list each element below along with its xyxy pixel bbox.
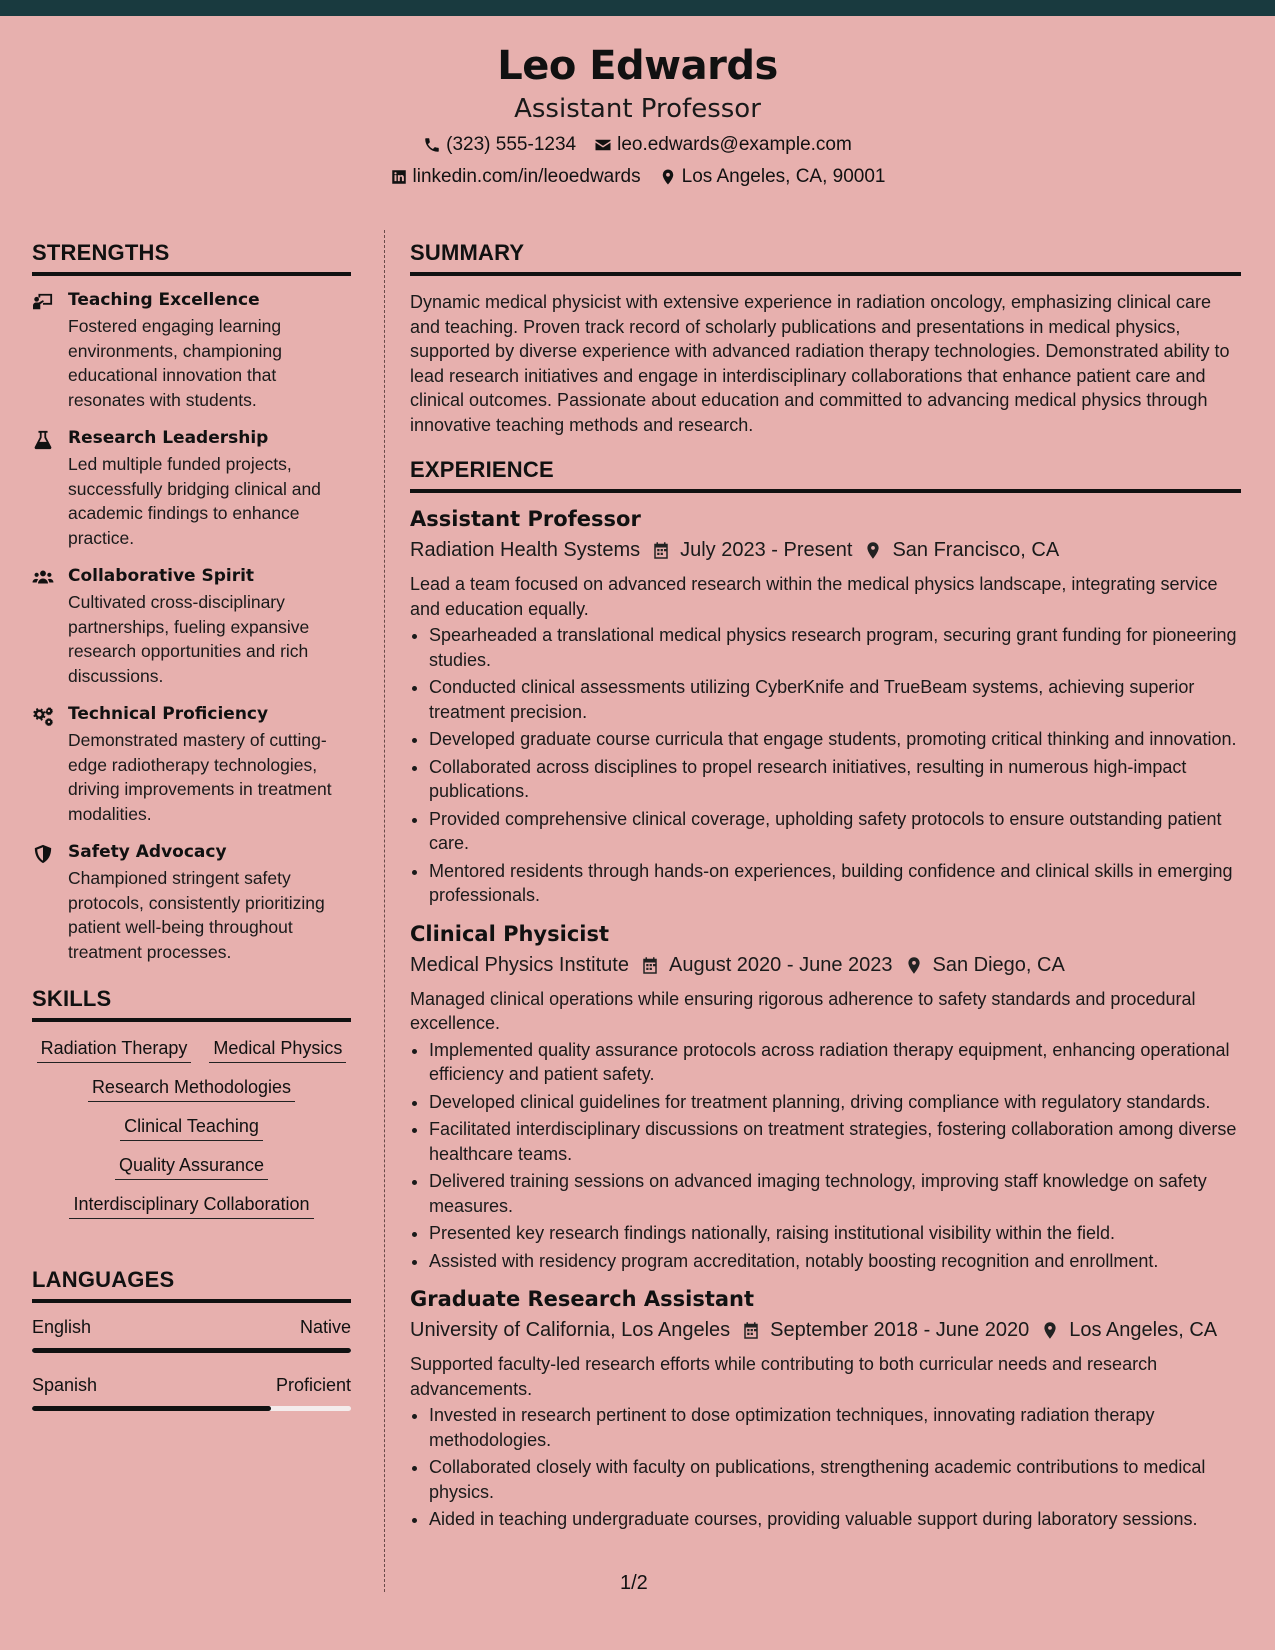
calendar-icon [641, 956, 659, 975]
job-location: San Francisco, CA [892, 539, 1060, 561]
summary-heading: SUMMARY [410, 240, 1241, 276]
gears-icon [32, 706, 54, 726]
candidate-title: Assistant Professor [514, 94, 761, 124]
job-bullet: • Invested in research pertinent to dose optimization techniques, innovating radiation therapy methodologies. [429, 1403, 1241, 1452]
strength-title: Teaching Excellence [68, 290, 260, 310]
strength-title: Research Leadership [68, 428, 269, 448]
job-entry [410, 507, 1241, 908]
language-name: English [32, 1317, 92, 1337]
job-dates: September 2018 - June 2020 [770, 1319, 1030, 1341]
experience-heading: EXPERIENCE [410, 457, 1241, 493]
phone-text: (323) 555-1234 [446, 134, 577, 155]
language-bar [32, 1348, 351, 1353]
strength-desc: Championed stringent safety protocols, consistently prioritizing patient well-being throughout treatment processes. [68, 868, 325, 962]
job-entry [410, 1287, 1241, 1532]
job-location: Los Angeles, CA [1069, 1319, 1218, 1341]
job-meta [410, 539, 1241, 562]
skill-tag: Research Methodologies [88, 1077, 295, 1102]
map-pin-icon [659, 168, 677, 186]
strength-item [32, 290, 351, 412]
job-bullet: • Provided comprehensive clinical coverage, upholding safety protocols to ensure outstanding patient care. [429, 807, 1241, 856]
job-company: Medical Physics Institute [410, 953, 629, 976]
strength-desc: Cultivated cross-disciplinary partnerships, fueling expansive research opportunities and rich discussions. [68, 592, 310, 686]
skill-tag: Quality Assurance [115, 1155, 268, 1180]
linkedin-contact[interactable] [390, 166, 641, 188]
linkedin-icon [390, 168, 408, 186]
job-bullet: • Developed graduate course curricula that engage students, promoting critical thinking and innovation. [429, 727, 1241, 752]
language-level: Native [299, 1317, 351, 1337]
job-bullets [410, 1403, 1241, 1532]
top-accent-bar [0, 0, 1275, 16]
job-bullet: • Assisted with residency program accreditation, notably boosting recognition and enrollment. [429, 1249, 1241, 1274]
email-text: leo.edwards@example.com [617, 134, 852, 155]
flask-icon [32, 430, 54, 450]
strength-item [32, 704, 351, 826]
job-bullet: • Presented key research findings nationally, raising institutional visibility within the field. [429, 1221, 1241, 1246]
strength-item [32, 566, 351, 688]
strength-desc: Led multiple funded projects, successfully bridging clinical and academic findings to enhance practice. [68, 454, 321, 548]
calendar-icon [742, 1321, 760, 1340]
job-bullet: • Facilitated interdisciplinary discussions on treatment strategies, fostering collaboration among diverse healthcare teams. [429, 1117, 1241, 1166]
language-item [32, 1317, 351, 1353]
job-bullet: • Spearheaded a translational medical physics research program, securing grant funding for pioneering studies. [429, 623, 1241, 672]
strengths-heading: STRENGTHS [32, 240, 351, 276]
language-bar [32, 1406, 351, 1411]
job-title: Graduate Research Assistant [410, 1287, 755, 1311]
phone-contact[interactable] [423, 134, 576, 156]
skill-tag: Radiation Therapy [37, 1038, 192, 1063]
contact-row-2 [0, 166, 1275, 188]
job-description: Supported faculty-led research efforts while contributing to both curricular needs and research advancements. [410, 1354, 1158, 1399]
shield-icon [32, 844, 54, 864]
job-bullet: • Implemented quality assurance protocols across radiation therapy equipment, enhancing operational efficiency and patient safety. [429, 1038, 1241, 1087]
job-bullet: • Conducted clinical assessments utilizing CyberKnife and TrueBeam systems, achieving superior treatment precision. [429, 675, 1241, 724]
job-meta [410, 954, 1241, 977]
job-entry [410, 922, 1241, 1274]
skill-tag: Interdisciplinary Collaboration [69, 1194, 313, 1219]
email-contact[interactable] [594, 134, 852, 156]
page-number: 1/2 [620, 1572, 648, 1594]
strength-item [32, 428, 351, 550]
job-location: San Diego, CA [932, 953, 1065, 976]
languages-heading: LANGUAGES [32, 1267, 351, 1303]
skills-heading: SKILLS [32, 986, 351, 1022]
phone-icon [423, 136, 441, 154]
job-description: Managed clinical operations while ensuring rigorous adherence to safety standards and procedural excellence. [410, 988, 1196, 1033]
skills-list [32, 1036, 351, 1227]
job-meta [410, 1319, 1241, 1342]
map-pin-icon [1041, 1321, 1059, 1340]
calendar-icon [652, 541, 670, 560]
language-bar-fill [32, 1406, 271, 1411]
job-bullet: • Aided in teaching undergraduate courses, providing valuable support during laboratory sessions. [429, 1507, 1241, 1532]
job-bullets [410, 623, 1241, 908]
job-company: Radiation Health Systems [410, 539, 641, 561]
job-title: Assistant Professor [410, 507, 641, 531]
location-contact [659, 166, 886, 188]
job-bullet: • Collaborated closely with faculty on publications, strengthening academic contributions to medical physics. [429, 1455, 1241, 1504]
strength-item [32, 842, 351, 964]
strength-title: Safety Advocacy [68, 842, 227, 862]
job-title: Clinical Physicist [410, 921, 609, 946]
job-dates: August 2020 - June 2023 [668, 953, 893, 976]
strength-title: Collaborative Spirit [68, 566, 255, 586]
strength-title: Technical Proficiency [68, 704, 269, 724]
envelope-icon [594, 136, 612, 154]
job-description: Lead a team focused on advanced research within the medical physics landscape, integrating service and education equally. [410, 574, 1218, 619]
users-icon [32, 568, 54, 588]
resume-header [0, 16, 1275, 204]
language-bar-fill [32, 1348, 351, 1353]
skill-tag: Medical Physics [209, 1038, 346, 1063]
map-pin-icon [864, 541, 882, 560]
job-dates: July 2023 - Present [680, 539, 853, 561]
left-column [32, 240, 351, 1433]
strength-desc: Fostered engaging learning environments, championing educational innovation that resonates with students. [68, 316, 283, 410]
candidate-name: Leo Edwards [497, 43, 778, 89]
job-bullet: • Developed clinical guidelines for treatment planning, driving compliance with regulatory standards. [429, 1090, 1241, 1115]
contact-row-1 [0, 134, 1275, 156]
language-level: Proficient [275, 1375, 351, 1395]
location-text: Los Angeles, CA, 90001 [681, 166, 886, 187]
summary-text: Dynamic medical physicist with extensive experience in radiation oncology, emphasizing clinical care and teaching. Proven track record of scholarly publications and presentations in medical physics, supported by diverse experience with advanced radiation therapy technologies. Demonstrated ability to lead research initiatives and engage in interdisciplinary collaborations that enhance patient care and clinical outcomes. Passionate about education and committed to advancing medical physics through innovative teaching methods and research. [410, 292, 1230, 435]
column-divider [384, 230, 385, 1592]
job-bullets [410, 1038, 1241, 1274]
map-pin-icon [905, 956, 923, 975]
language-name: Spanish [32, 1375, 98, 1395]
skill-tag: Clinical Teaching [120, 1116, 263, 1141]
job-bullet: • Mentored residents through hands-on experiences, building confidence and clinical skills in emerging professionals. [429, 859, 1241, 908]
job-bullet: • Collaborated across disciplines to propel research initiatives, resulting in numerous high-impact publications. [429, 755, 1241, 804]
job-company: University of California, Los Angeles [410, 1319, 731, 1341]
strength-desc: Demonstrated mastery of cutting-edge radiotherapy technologies, driving improvements in treatment modalities. [68, 730, 332, 824]
job-bullet: • Delivered training sessions on advanced imaging technology, improving staff knowledge on safety measures. [429, 1169, 1241, 1218]
right-column [410, 240, 1241, 1546]
teacher-board-icon [32, 292, 54, 312]
linkedin-text: linkedin.com/in/leoedwards [412, 166, 641, 187]
language-item [32, 1375, 351, 1411]
